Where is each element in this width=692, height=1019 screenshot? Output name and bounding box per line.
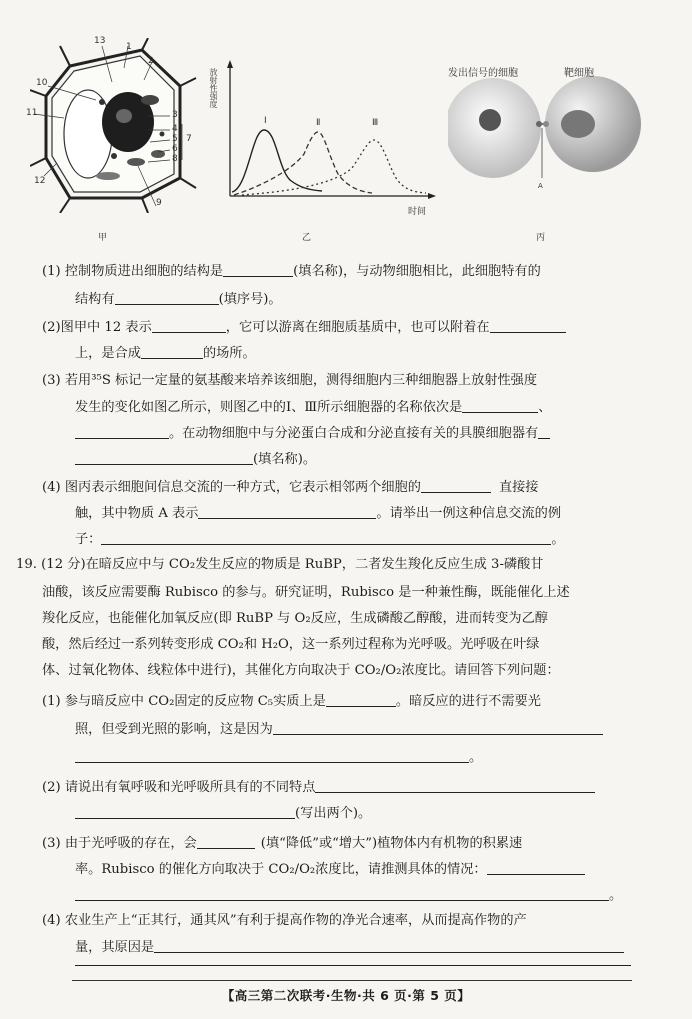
- q18-p3-line3: [75, 424, 550, 443]
- cell-label-4: 4: [172, 124, 178, 134]
- cell-label-10: 10: [36, 78, 48, 88]
- curve-label-3: Ⅲ: [372, 118, 379, 128]
- q18-p2-blank-1[interactable]: [152, 318, 226, 333]
- q18-p3-text-c: 、: [538, 400, 552, 415]
- q19-p2-line1: [42, 778, 595, 797]
- cell-label-1: 1: [126, 42, 132, 52]
- page-footer: 【高三第二次联考·生物·共 6 页·第 5 页】: [221, 988, 471, 1003]
- figure-jia-plant-cell: [26, 36, 200, 243]
- q19-p4-line1: [42, 912, 527, 930]
- cell-label-3: 3: [172, 110, 178, 120]
- q19-intro-line5: 体、过氧化物体、线粒体中进行)，其催化方向取决于 CO₂/O₂浓度比。请回答下列问题：: [42, 663, 560, 678]
- q18-p4-line2: [75, 504, 561, 523]
- q18-p4-text-f: 。: [551, 532, 565, 547]
- q18-p4-blank-3[interactable]: [101, 530, 551, 545]
- q19-p1-line3: [75, 748, 482, 767]
- q18-p2-line1: [42, 318, 566, 337]
- q19-p1-text-d: 。: [469, 750, 483, 765]
- q19-p3-blank-3[interactable]: [75, 886, 609, 901]
- q19-p3-blank-1[interactable]: [197, 834, 255, 849]
- x-axis-label: 时间: [408, 207, 427, 217]
- q19-p2-blank-2[interactable]: [75, 804, 295, 819]
- figure-jia-caption: 甲: [98, 233, 108, 243]
- q18-p3-text-d: 。在动物细胞中与分泌蛋白合成和分泌直接有关的具膜细胞器有: [169, 426, 539, 441]
- q18-p3-line4: [75, 450, 316, 469]
- curve-label-2: Ⅱ: [316, 118, 321, 128]
- q18-p4-text-c: 触，其中物质 A 表示: [75, 506, 199, 521]
- cell-label-11: 11: [26, 108, 38, 118]
- q18-p1-text-c: 结构有: [75, 292, 115, 307]
- q18-p1-line2: [75, 290, 282, 309]
- cell-label-6: 6: [172, 144, 178, 154]
- cell-contact-diagram: [448, 58, 648, 198]
- y-axis-label: 放射性强度: [209, 68, 218, 108]
- q19-p2-text-a: (2) 请说出有氧呼吸和光呼吸所具有的不同特点: [42, 780, 316, 795]
- target-cell-label: 靶细胞: [564, 68, 594, 79]
- q19-p3-line2: [75, 860, 585, 879]
- q19-intro-line3: 羧化反应，也能催化加氧反应(即 RuBP 与 O₂反应，生成磷酸乙醇酸，进而转变为乙醇: [42, 611, 548, 626]
- q18-p4-text-e: 子：: [75, 532, 102, 547]
- q18-p4-blank-2[interactable]: [198, 504, 376, 519]
- q18-p3-line2: [75, 398, 551, 417]
- q19-p1-text-b: 。暗反应的进行不需要光: [395, 694, 541, 709]
- q19-intro-line4: 酸，然后经过一系列转变形成 CO₂和 H₂O，这一系列过程称为光呼吸。光呼吸在叶绿: [42, 637, 540, 652]
- radioactivity-chart: [212, 58, 442, 208]
- substance-a-label: A: [538, 182, 543, 190]
- q18-p2-blank-3[interactable]: [141, 344, 203, 359]
- q19-p3-text-d: 。: [609, 888, 623, 903]
- q18-p2-text-b: ，它可以游离在细胞质基质中，也可以附着在: [225, 320, 490, 335]
- q19-p1-blank-1[interactable]: [326, 692, 396, 707]
- q19-p3-blank-2[interactable]: [487, 860, 585, 875]
- figure-bing-signalling: [448, 58, 648, 243]
- curve-label-1: Ⅰ: [264, 116, 267, 126]
- q18-p2-text-a: (2)图甲中 12 表示: [42, 320, 152, 335]
- q18-p2-text-c: 上，是合成: [75, 346, 141, 361]
- cell-label-8: 8: [172, 154, 178, 164]
- q18-p3-blank-3[interactable]: [538, 424, 550, 439]
- q18-p3-text-e: (填名称)。: [253, 452, 317, 467]
- cell-label-13: 13: [94, 36, 106, 46]
- cell-label-7: 7: [186, 134, 192, 144]
- q18-p1-line1: [42, 262, 541, 281]
- q19-p3-text-b: (填“降低”或“增大”)植物体内有机物的积累速: [260, 836, 523, 851]
- q19-intro-line2: 油酸，该反应需要酶 Rubisco 的参与。研究证明，Rubisco 是一种兼性酶，既能催化上述: [42, 585, 570, 600]
- q18-p4-text-a: (4) 图丙表示细胞间信息交流的一种方式，它表示相邻两个细胞的: [42, 480, 421, 495]
- q19-p4-text-a: (4) 农业生产上“正其行，通其风”有利于提高作物的净光合速率，从而提高作物的产: [42, 913, 527, 928]
- q18-p3-blank-1[interactable]: [462, 398, 538, 413]
- q19-p1-blank-3[interactable]: [75, 748, 469, 763]
- q18-p4-text-d: 。请举出一例这种信息交流的例: [376, 506, 562, 521]
- q18-p4-line3: [75, 530, 565, 549]
- figure-bing-caption: 丙: [536, 233, 546, 243]
- q19-p2-text-b: (写出两个)。: [295, 806, 372, 821]
- q19-p4-blank-2[interactable]: [75, 965, 631, 966]
- q19-p4-line2: [75, 938, 624, 957]
- q18-p3-blank-4[interactable]: [75, 450, 253, 465]
- q18-p1-text-b: (填名称)，与动物细胞相比，此细胞特有的: [293, 264, 541, 279]
- q18-p1-blank-1[interactable]: [223, 262, 293, 277]
- cell-label-5: 5: [172, 134, 178, 144]
- q19-p1-line1: [42, 692, 541, 711]
- q18-p4-blank-1[interactable]: [421, 478, 491, 493]
- signal-cell-label: 发出信号的细胞: [448, 68, 518, 79]
- cell-label-2: 2: [148, 56, 154, 66]
- footer-divider: [72, 980, 632, 981]
- q19-p1-line2: [75, 720, 603, 739]
- q18-p3-text-b: 发生的变化如图乙所示，则图乙中的Ⅰ、Ⅲ所示细胞器的名称依次是: [75, 400, 463, 415]
- q18-p2-text-d: 的场所。: [202, 346, 256, 361]
- q19-p4-text-b: 量，其原因是: [75, 940, 155, 955]
- figure-yi-caption: 乙: [302, 233, 312, 243]
- q18-p2-blank-2[interactable]: [490, 318, 566, 333]
- q18-p1-blank-2[interactable]: [115, 290, 219, 305]
- q19-p1-text-a: (1) 参与暗反应中 CO₂固定的反应物 C₅实质上是: [42, 694, 326, 709]
- q19-p1-blank-2[interactable]: [273, 720, 603, 735]
- q18-p3-blank-2[interactable]: [75, 424, 169, 439]
- q18-p3-text-a: (3) 若用³⁵S 标记一定量的氨基酸来培养该细胞，测得细胞内三种细胞器上放射性强度: [42, 373, 538, 388]
- q19-p3-text-c: 率。Rubisco 的催化方向取决于 CO₂/O₂浓度比，请推测具体的情况：: [75, 862, 487, 877]
- q18-p1-text-a: (1) 控制物质进出细胞的结构是: [42, 264, 224, 279]
- q19-p1-text-c: 照，但受到光照的影响，这是因为: [75, 722, 273, 737]
- cell-label-12: 12: [34, 176, 46, 186]
- q18-p4-line1: [42, 478, 539, 497]
- q19-p4-blank-1[interactable]: [154, 938, 624, 953]
- q19-p2-line2: [75, 804, 371, 823]
- q18-p2-line2: [75, 344, 256, 363]
- figure-yi-curve: [209, 58, 442, 243]
- q18-p3-line1: [42, 372, 537, 390]
- cell-label-9: 9: [156, 198, 162, 208]
- q18-p4-text-b: 直接接: [498, 480, 539, 495]
- q18-p1-text-d: (填序号)。: [218, 292, 282, 307]
- q19-p3-line1: [42, 834, 522, 853]
- q19-p3-text-a: (3) 由于光呼吸的存在，会: [42, 836, 197, 851]
- q19-intro-line1: 19. (12 分)在暗反应中与 CO₂发生反应的物质是 RuBP，二者发生羧化反应生成 3-磷酸甘: [16, 557, 544, 572]
- q19-p3-line3: [75, 886, 622, 905]
- q19-p2-blank-1[interactable]: [315, 778, 595, 793]
